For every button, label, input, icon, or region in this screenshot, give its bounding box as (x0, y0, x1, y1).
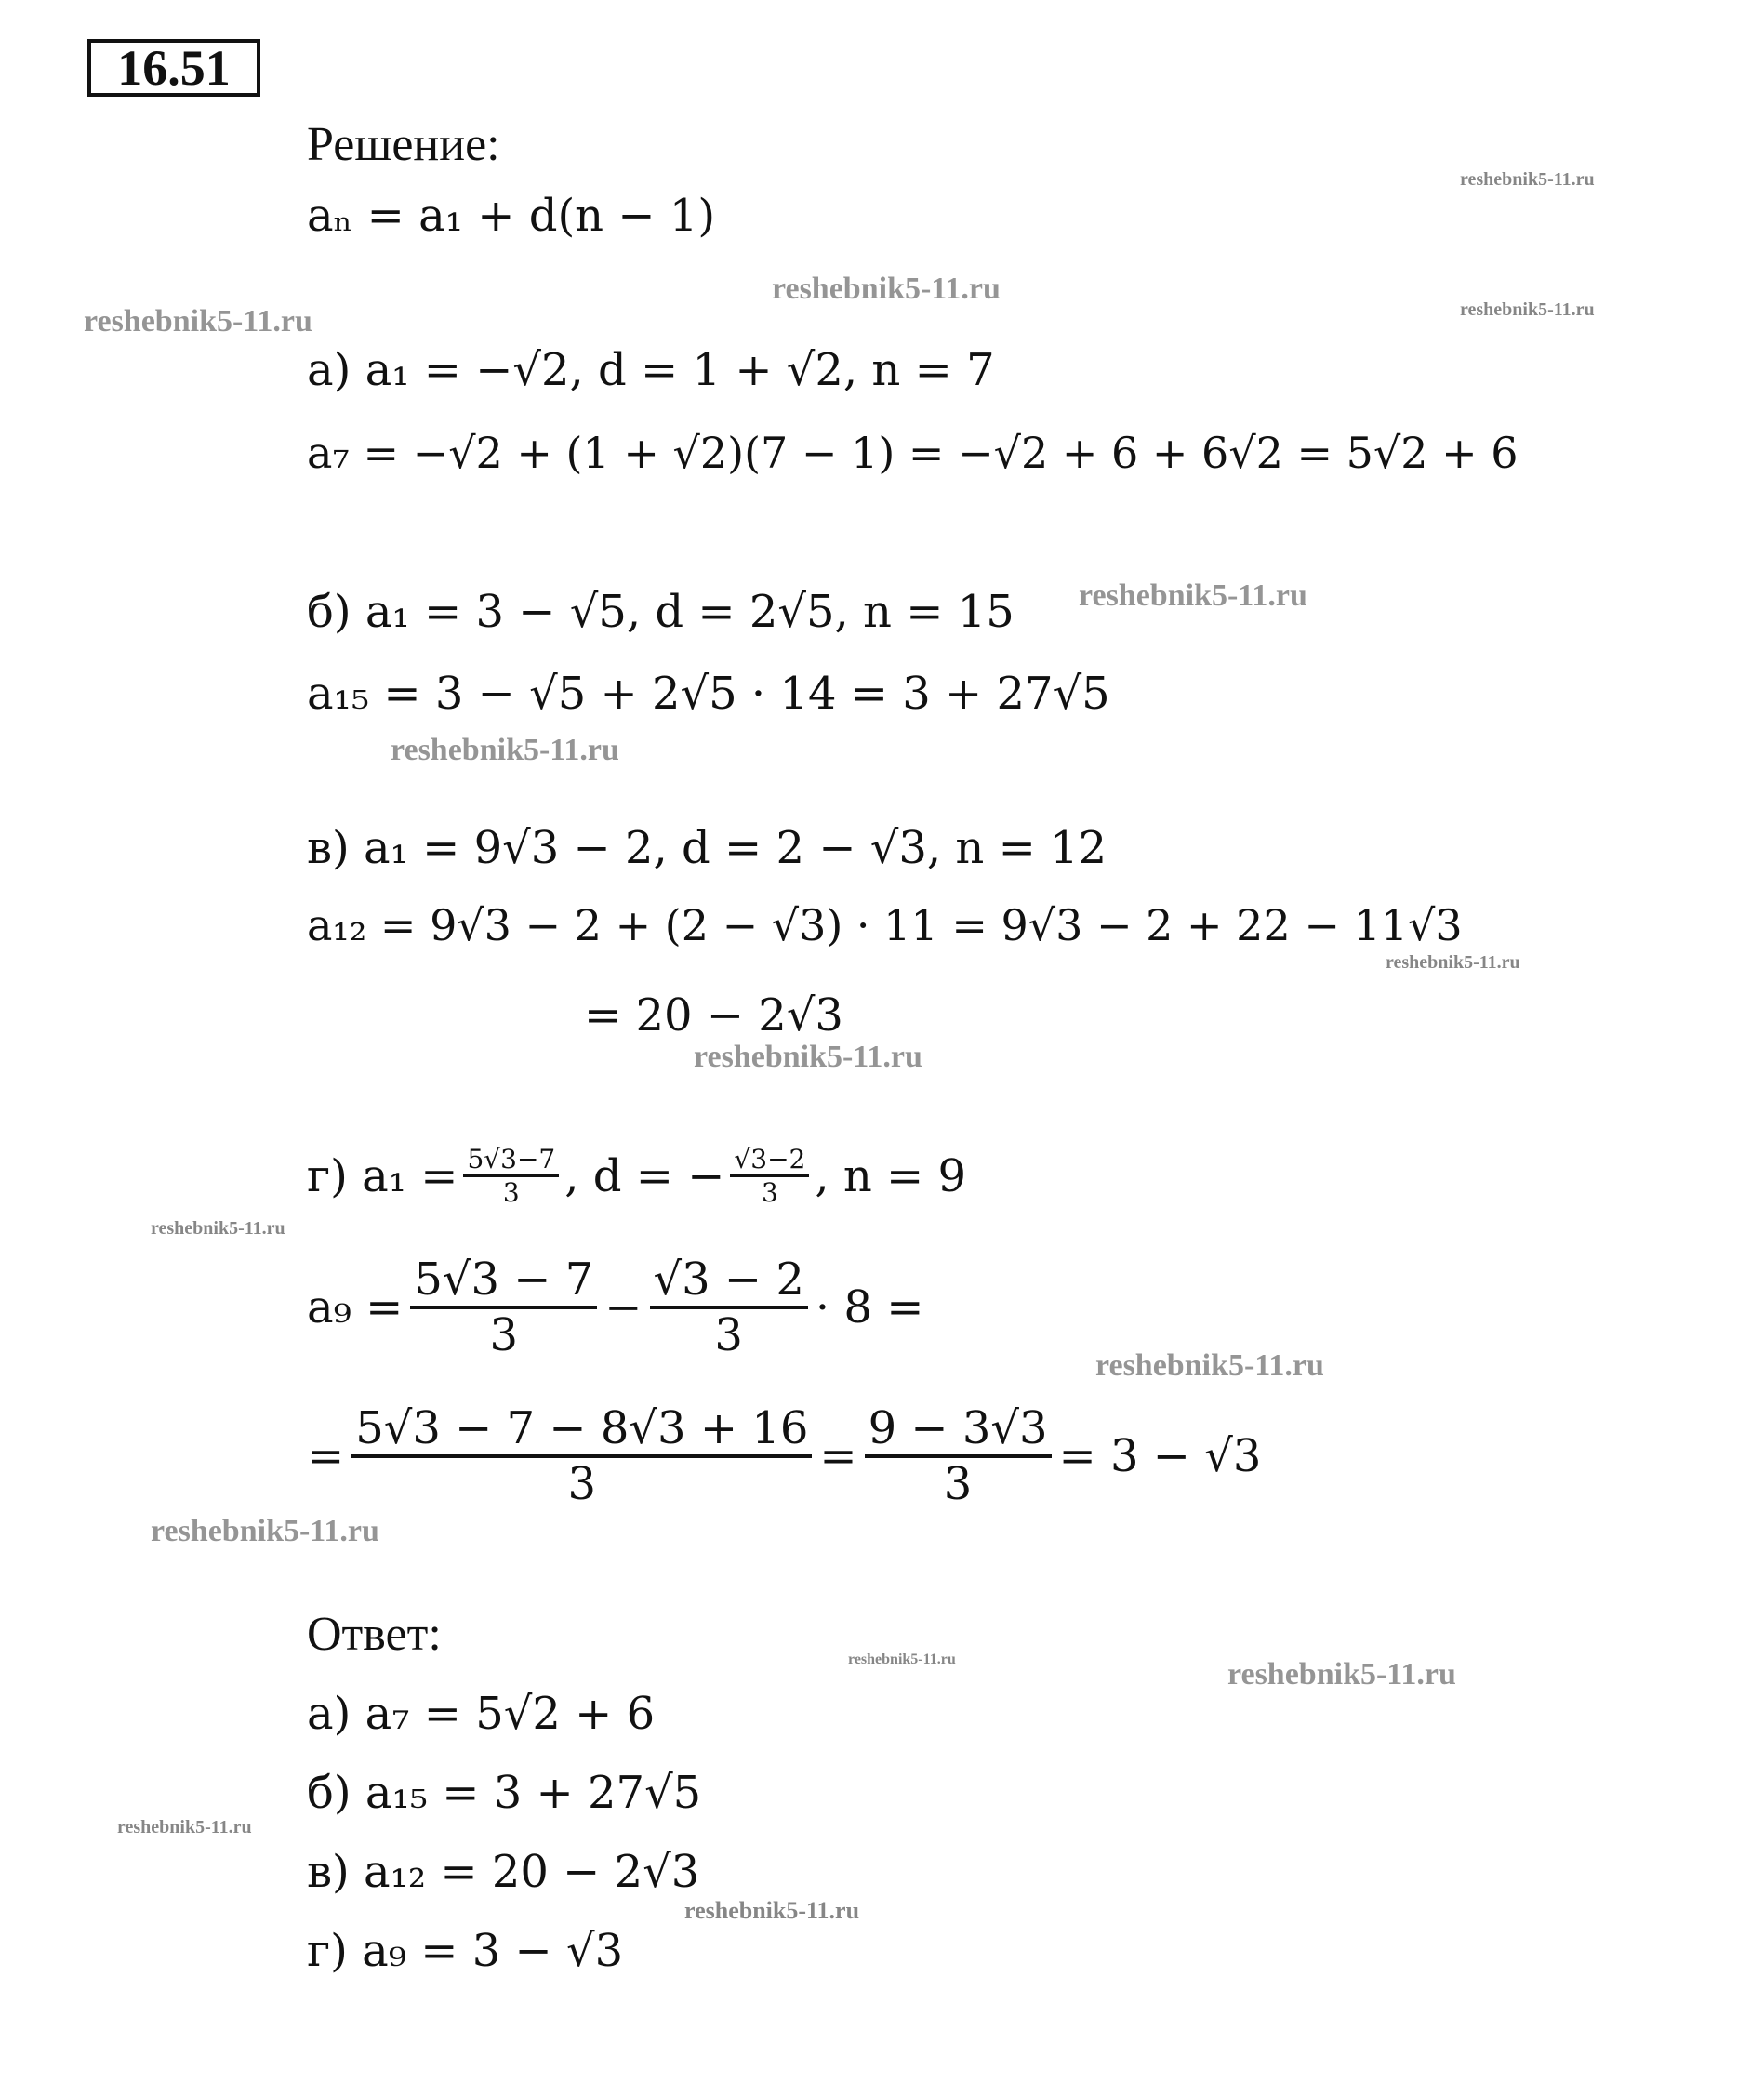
part-b-calc: a₁₅ = 3 − √5 + 2√5 · 14 = 3 + 27√5 (307, 668, 1110, 720)
watermark: reshebnik5-11.ru (848, 1652, 956, 1667)
answer-label: Ответ: (307, 1608, 442, 1661)
part-a-calc: a₇ = −√2 + (1 + √2)(7 − 1) = −√2 + 6 + 6√2 = 5√2 + 6 (307, 428, 1519, 478)
fraction-numerator: √3 − 2 (650, 1254, 808, 1309)
part-g-line1-fraction-2 (650, 1254, 808, 1361)
fraction-numerator: √3−2 (730, 1144, 809, 1177)
part-g-line2-fraction-2 (865, 1402, 1052, 1510)
watermark: reshebnik5-11.ru (694, 1040, 922, 1074)
watermark: reshebnik5-11.ru (1386, 952, 1520, 973)
part-g-line2 (307, 1402, 1261, 1510)
part-g-line2-equals: = (819, 1430, 857, 1482)
fraction-denominator: 3 (567, 1458, 597, 1510)
watermark: reshebnik5-11.ru (684, 1897, 860, 1924)
watermark: reshebnik5-11.ru (1095, 1348, 1324, 1383)
answer-a: а) a₇ = 5√2 + 6 (307, 1688, 656, 1740)
watermark: reshebnik5-11.ru (84, 304, 312, 338)
fraction-denominator: 3 (943, 1458, 973, 1510)
answer-v: в) a₁₂ = 20 − 2√3 (307, 1846, 700, 1898)
part-v-calc2: = 20 − 2√3 (584, 989, 843, 1041)
fraction-numerator: 5√3 − 7 − 8√3 + 16 (351, 1402, 812, 1458)
watermark: reshebnik5-11.ru (117, 1817, 252, 1837)
watermark: reshebnik5-11.ru (1460, 169, 1595, 190)
part-g-line1 (307, 1254, 923, 1361)
part-g-given-mid: , d = − (564, 1149, 725, 1202)
part-g-line2-prefix: = (307, 1430, 345, 1482)
part-g-line1-prefix: a₉ = (307, 1281, 404, 1333)
part-g-line1-fraction-1 (410, 1254, 597, 1361)
fraction-denominator: 3 (714, 1309, 743, 1361)
part-g-given-prefix: г) a₁ = (307, 1149, 458, 1202)
part-v-given: в) a₁ = 9√3 − 2, d = 2 − √3, n = 12 (307, 822, 1107, 874)
part-g-line1-operator: − (604, 1281, 643, 1333)
fraction-denominator: 3 (502, 1177, 520, 1208)
part-g-given-suffix: , n = 9 (815, 1149, 967, 1202)
fraction-numerator: 5√3 − 7 (410, 1254, 597, 1309)
problem-number: 16.51 (87, 39, 260, 97)
watermark: reshebnik5-11.ru (151, 1514, 379, 1548)
watermark: reshebnik5-11.ru (772, 272, 1001, 306)
fraction-denominator: 3 (489, 1309, 519, 1361)
watermark: reshebnik5-11.ru (1079, 578, 1307, 613)
watermark: reshebnik5-11.ru (391, 733, 619, 767)
answer-g: г) a₉ = 3 − √3 (307, 1925, 624, 1977)
part-v-calc: a₁₂ = 9√3 − 2 + (2 − √3) · 11 = 9√3 − 2 + 22 − 11√3 (307, 900, 1463, 950)
part-g-given (307, 1144, 966, 1208)
fraction-denominator: 3 (761, 1177, 778, 1208)
answer-b: б) a₁₅ = 3 + 27√5 (307, 1767, 702, 1819)
watermark: reshebnik5-11.ru (1227, 1657, 1456, 1691)
part-b-given: б) a₁ = 3 − √5, d = 2√5, n = 15 (307, 586, 1015, 638)
part-g-line1-suffix: · 8 = (815, 1281, 924, 1333)
part-g-line2-fraction-1 (351, 1402, 812, 1510)
solution-label: Решение: (307, 118, 500, 171)
fraction-numerator: 5√3−7 (463, 1144, 559, 1177)
part-g-given-fraction-1 (463, 1144, 559, 1208)
part-g-given-fraction-2 (730, 1144, 809, 1208)
watermark: reshebnik5-11.ru (151, 1218, 285, 1239)
watermark: reshebnik5-11.ru (1460, 299, 1595, 320)
general-formula: aₙ = a₁ + d(n − 1) (307, 190, 716, 242)
part-g-line2-suffix: = 3 − √3 (1058, 1430, 1262, 1482)
fraction-numerator: 9 − 3√3 (865, 1402, 1052, 1458)
part-a-given: а) a₁ = −√2, d = 1 + √2, n = 7 (307, 344, 995, 396)
